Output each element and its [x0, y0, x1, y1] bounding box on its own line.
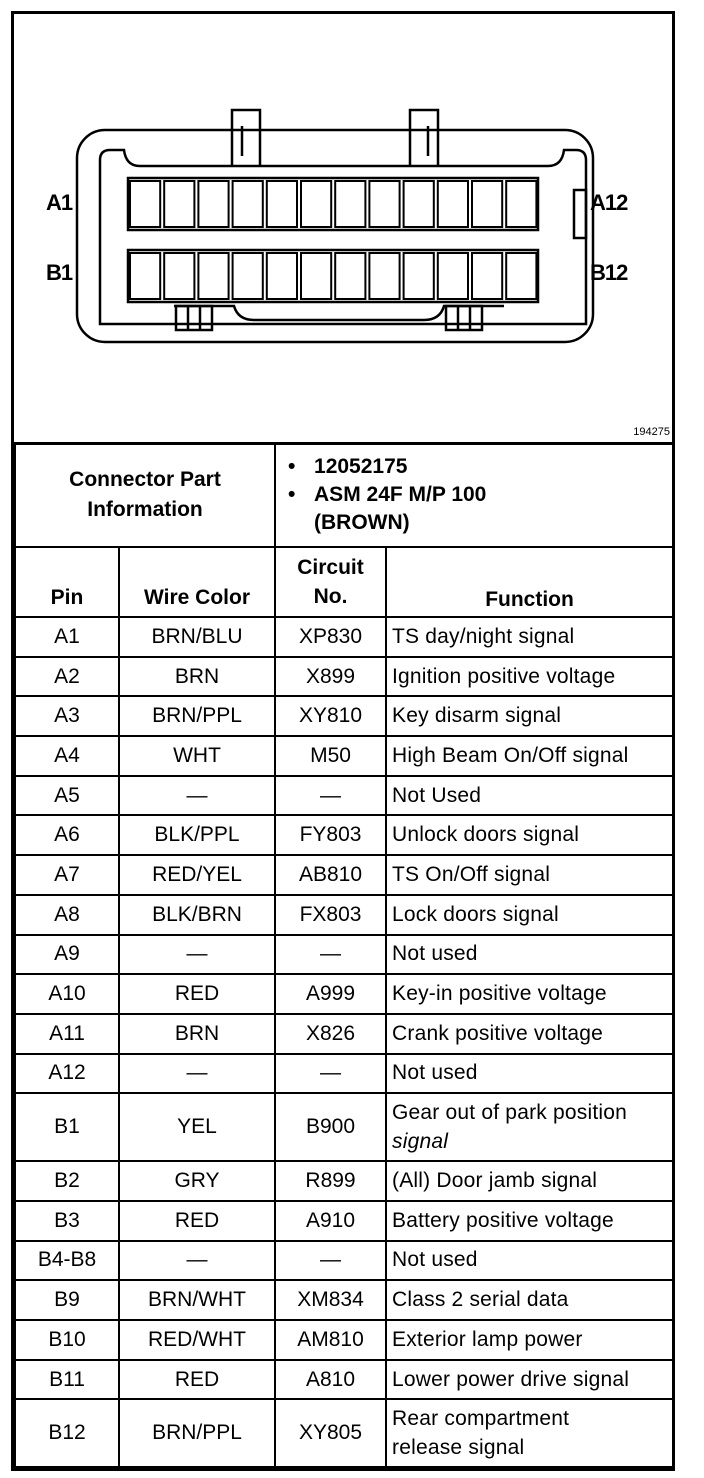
function-cell: High Beam On/Off signal [386, 736, 673, 776]
cavity-a2 [164, 181, 194, 227]
function-cell: Ignition positive voltage [386, 657, 673, 697]
table-row [15, 776, 673, 816]
wire-color-cell: BRN/WHT [119, 1280, 275, 1320]
side-key [574, 190, 586, 238]
wire-color-cell: — [119, 776, 275, 816]
cavity-b11 [472, 253, 502, 299]
function-cell: TS day/night signal [386, 617, 673, 657]
table-row [15, 617, 673, 657]
cavity-b6 [301, 253, 331, 299]
pin-cell: A9 [15, 935, 119, 975]
pin-cell: A1 [15, 617, 119, 657]
cavity-b10 [438, 253, 468, 299]
table-row [15, 736, 673, 776]
cavity-b7 [335, 253, 365, 299]
circuit-cell: — [275, 1241, 386, 1281]
table-row [15, 696, 673, 736]
wire-color-cell: BLK/PPL [119, 815, 275, 855]
function-line-2: release signal [392, 1436, 525, 1460]
wire-color-cell: YEL [119, 1093, 275, 1161]
function-cell: Exterior lamp power [386, 1320, 673, 1360]
circuit-cell: A999 [275, 974, 386, 1014]
wire-color-cell: GRY [119, 1161, 275, 1201]
pin-cell: B9 [15, 1280, 119, 1320]
pin-cell: B11 [15, 1360, 119, 1400]
connector-drawing [14, 14, 672, 442]
cavity-a10 [438, 181, 468, 227]
circuit-cell: A910 [275, 1201, 386, 1241]
circuit-cell: AB810 [275, 855, 386, 895]
function-line-2: signal [392, 1130, 449, 1154]
function-cell: Not used [386, 935, 673, 975]
pin-cell: B3 [15, 1201, 119, 1241]
pin-cell: A6 [15, 815, 119, 855]
function-header: Function [386, 547, 673, 617]
part-info-list [275, 443, 673, 547]
figure-number: 194275 [633, 426, 670, 438]
function-cell: Not Used [386, 776, 673, 816]
row-b-cavity-block [128, 250, 538, 302]
table-row [15, 1241, 673, 1281]
cavity-b2 [164, 253, 194, 299]
cavity-a8 [369, 181, 399, 227]
table-row [15, 1014, 673, 1054]
circuit-cell: X826 [275, 1014, 386, 1054]
pin-cell: A4 [15, 736, 119, 776]
connector-inner-shell [100, 150, 586, 324]
cavity-b5 [267, 253, 297, 299]
header-row [15, 547, 673, 617]
cavity-b1 [130, 253, 160, 299]
circuit-cell: B900 [275, 1093, 386, 1161]
cavity-a6 [301, 181, 331, 227]
cavity-a12 [506, 181, 536, 227]
table-row [15, 1360, 673, 1400]
row-a-cavity-block [128, 178, 538, 230]
pin-cell: B4-B8 [15, 1241, 119, 1281]
cavity-b4 [233, 253, 263, 299]
circuit-cell: R899 [275, 1161, 386, 1201]
wire-color-cell: RED [119, 1360, 275, 1400]
pin-label-a12: A12 [590, 190, 628, 215]
wire-color-cell: — [119, 1054, 275, 1094]
right-latch-tab [410, 110, 438, 166]
table-row [15, 1280, 673, 1320]
pin-cell: B1 [15, 1093, 119, 1161]
function-line-1: Gear out of park position [392, 1101, 627, 1125]
function-cell: Lower power drive signal [386, 1360, 673, 1400]
cavity-b8 [369, 253, 399, 299]
function-cell: Not used [386, 1054, 673, 1094]
table-row [15, 974, 673, 1014]
circuit-cell: AM810 [275, 1320, 386, 1360]
pin-cell: A2 [15, 657, 119, 697]
table-row [15, 1093, 673, 1161]
wire-color-cell: — [119, 1241, 275, 1281]
circuit-header: Circuit No. [275, 547, 386, 617]
function-cell: (All) Door jamb signal [386, 1161, 673, 1201]
wire-color-cell: BRN/BLU [119, 617, 275, 657]
cavity-b3 [198, 253, 228, 299]
function-cell [386, 1093, 673, 1161]
cavity-a4 [233, 181, 263, 227]
function-cell: Battery positive voltage [386, 1201, 673, 1241]
wire-color-header: Wire Color [119, 547, 275, 617]
table-row [15, 1399, 673, 1467]
lock-tab-1 [176, 306, 212, 330]
pin-cell: A7 [15, 855, 119, 895]
table-row [15, 1201, 673, 1241]
table-row [15, 657, 673, 697]
table-row [15, 895, 673, 935]
pin-cell: B2 [15, 1161, 119, 1201]
wire-color-cell: WHT [119, 736, 275, 776]
function-cell: Key-in positive voltage [386, 974, 673, 1014]
cavity-b12 [506, 253, 536, 299]
cavity-b9 [404, 253, 434, 299]
wire-color-cell: BRN/PPL [119, 1399, 275, 1467]
function-line-1: Rear compartment [392, 1407, 570, 1431]
circuit-cell: XY810 [275, 696, 386, 736]
connector-sheet [11, 11, 675, 1471]
table-row [15, 935, 673, 975]
function-cell: TS On/Off signal [386, 855, 673, 895]
circuit-cell: — [275, 935, 386, 975]
cavity-a3 [198, 181, 228, 227]
cavity-a9 [404, 181, 434, 227]
pin-label-b1: B1 [46, 260, 73, 285]
pin-cell: A8 [15, 895, 119, 935]
pin-cell: B12 [15, 1399, 119, 1467]
function-cell: Class 2 serial data [386, 1280, 673, 1320]
wire-color-cell: RED/WHT [119, 1320, 275, 1360]
table-row [15, 1320, 673, 1360]
circuit-cell: M50 [275, 736, 386, 776]
connector-face-view [14, 14, 672, 445]
circuit-cell: — [275, 776, 386, 816]
left-latch-tab [232, 110, 260, 166]
wire-color-cell: RED [119, 1201, 275, 1241]
table-row [15, 815, 673, 855]
pin-header: Pin [15, 547, 119, 617]
connector-outer-shell [77, 130, 593, 342]
circuit-cell: XY805 [275, 1399, 386, 1467]
part-number: • 12052175 [288, 455, 408, 478]
table-row [15, 1054, 673, 1094]
circuit-cell: XP830 [275, 617, 386, 657]
part-info-row [15, 443, 673, 547]
function-cell: Unlock doors signal [386, 815, 673, 855]
wire-color-cell: RED [119, 974, 275, 1014]
pin-cell: A12 [15, 1054, 119, 1094]
function-cell: Not used [386, 1241, 673, 1281]
pin-cell: B10 [15, 1320, 119, 1360]
part-description: • ASM 24F M/P 100 (BROWN) [288, 483, 487, 534]
table-row [15, 855, 673, 895]
function-cell [386, 1399, 673, 1467]
cavity-a1 [130, 181, 160, 227]
lock-tab-2 [446, 306, 482, 330]
function-cell: Lock doors signal [386, 895, 673, 935]
pin-cell: A10 [15, 974, 119, 1014]
cavity-a11 [472, 181, 502, 227]
circuit-cell: A810 [275, 1360, 386, 1400]
wire-color-cell: BRN [119, 1014, 275, 1054]
wire-color-cell: — [119, 935, 275, 975]
table-row [15, 1161, 673, 1201]
lower-rib [174, 306, 504, 320]
circuit-cell: XM834 [275, 1280, 386, 1320]
pin-cell: A3 [15, 696, 119, 736]
circuit-cell: X899 [275, 657, 386, 697]
wire-color-cell: BRN [119, 657, 275, 697]
circuit-cell: FX803 [275, 895, 386, 935]
circuit-cell: — [275, 1054, 386, 1094]
wire-color-cell: BLK/BRN [119, 895, 275, 935]
function-cell: Crank positive voltage [386, 1014, 673, 1054]
cavity-a5 [267, 181, 297, 227]
pinout-table [14, 442, 674, 1468]
pin-cell: A5 [15, 776, 119, 816]
cavity-a7 [335, 181, 365, 227]
part-info-label: Connector Part Information [15, 443, 275, 547]
function-cell: Key disarm signal [386, 696, 673, 736]
pin-label-b12: B12 [590, 260, 628, 285]
pin-cell: A11 [15, 1014, 119, 1054]
wire-color-cell: BRN/PPL [119, 696, 275, 736]
pin-label-a1: A1 [46, 190, 73, 215]
wire-color-cell: RED/YEL [119, 855, 275, 895]
circuit-cell: FY803 [275, 815, 386, 855]
